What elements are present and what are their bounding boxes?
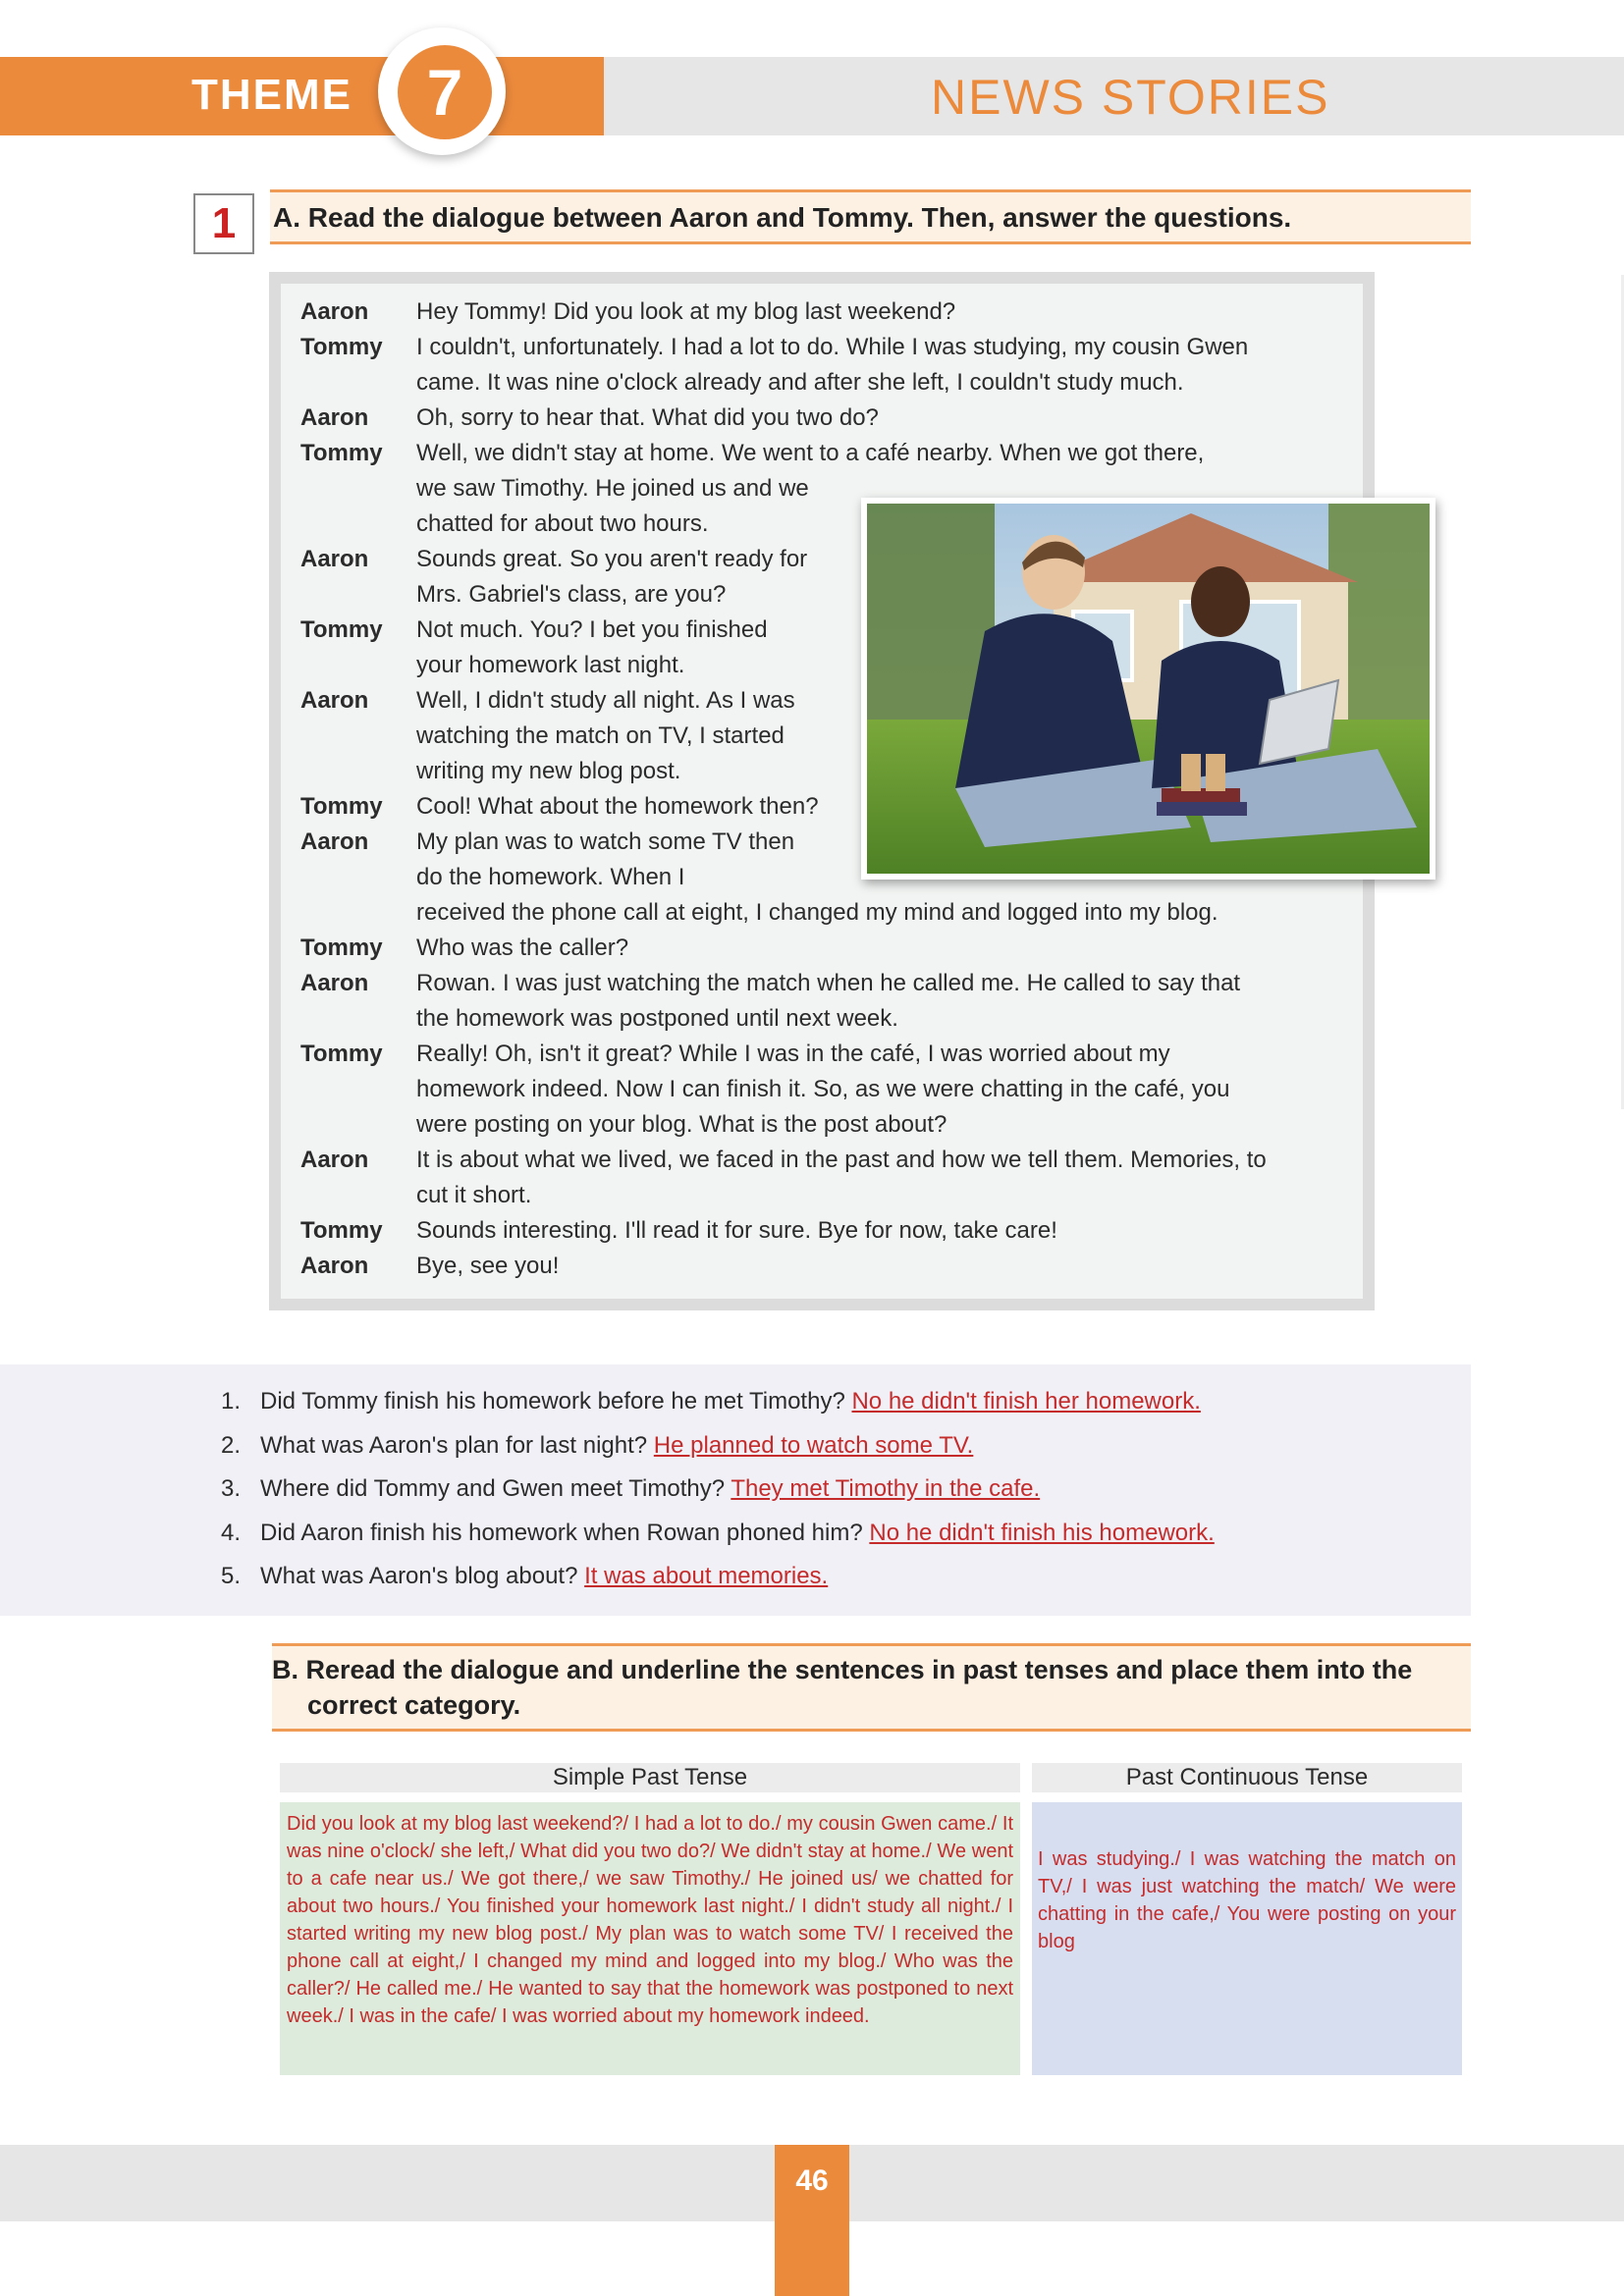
answer-text: No he didn't finish her homework. — [851, 1388, 1201, 1415]
answer-text: No he didn't finish his homework. — [869, 1520, 1215, 1546]
instruction-bar-a — [270, 189, 1471, 244]
past-continuous-header: Past Continuous Tense — [1032, 1763, 1462, 1792]
page-title: NEWS STORIES — [931, 70, 1330, 125]
answer-text: He planned to watch some TV. — [653, 1432, 974, 1459]
exercise-number: 1 — [193, 193, 254, 254]
students-illustration — [867, 504, 1430, 874]
dialogue-content: Aaron Hey Tommy! Did you look at my blog last weekend? Tommy I couldn't, unfortunately. I had a lot to do. While I was studying, my cousin Gwen came. It was nine o'clock already and after she left, I couldn't study much. Aaron Oh, sorry to hear that. What did you two do? Tommy Well, we didn't stay at home. We went to a café nearby. When we got there, we saw Timothy. He joined us and we chatted for about two hours. Aaron Sounds great. So you aren't ready for Mrs. Gabriel's class, are you? Tommy Not much. You? I bet you finished your homework last night. Aaron Well, I didn't study all night. As I was watching the match on TV, I started writing my new blog post. Tommy Cool! What about the homework then? Aaron My plan was to watch some TV then do the homework. When I received the phone call at eight, I changed my mind and logged into my blog. Tommy Who was the caller? Aaron Rowan. I was just watching the match when he called me. He called to say that the homework was postponed until next week. Tommy Really! Oh, isn't it great? While I was in the café, I was worried about my homework indeed. Now I can finish it. So, as we were chatting in the café, you were posting on your blog. What is the post about? Aaron It is about what we lived, we faced in the past and how we tell them. Memories, to cut it short. Tommy Sounds interesting. I'll read it for sure. Bye for now, take care! Aaron Bye, see you! — [281, 284, 1363, 1299]
past-continuous-answer: I was studying./ I was watching the match on TV,/ I was just watching the match/ We were chatting in the cafe,/ You were posting on your blog — [1038, 1848, 1456, 1952]
simple-past-answer: Did you look at my blog last weekend?/ I had a lot to do./ my cousin Gwen came./ It was nine o'clock/ she left,/ What did you two do?/ We didn't stay at home./ We went to a cafe near us./ We got there,/ we saw Timothy./ He joined us/ we chatted for about two hours./ You finished your homework last night./ I didn't study all night./ I started writing my new blog post./ My plan was to watch some TV/ I received the phone call at eight,/ I changed my mind and logged into my blog./ Who was the caller?/ He called me./ He wanted to say that the homework was postponed to next week./ I was in the cafe/ I was worried about my homework indeed. — [287, 1813, 1013, 2027]
answer-text: They met Timothy in the cafe. — [731, 1475, 1041, 1502]
theme-label: THEME — [191, 71, 352, 119]
students-photo — [861, 498, 1435, 880]
page-number-tab — [775, 2145, 849, 2296]
instruction-b: B. Reread the dialogue and underline the sentences in past tenses and place them into the correct category. — [272, 1655, 1413, 1720]
theme-number: 7 — [398, 45, 492, 139]
instruction-bar-b — [272, 1643, 1471, 1732]
simple-past-cell — [280, 1802, 1020, 2075]
past-continuous-cell — [1032, 1802, 1462, 2075]
instruction-a: A. Read the dialogue between Aaron and Tommy. Then, answer the questions. — [273, 202, 1292, 233]
answer-text: It was about memories. — [584, 1563, 829, 1589]
simple-past-header: Simple Past Tense — [280, 1763, 1020, 1792]
page-number: 46 — [795, 2164, 829, 2197]
